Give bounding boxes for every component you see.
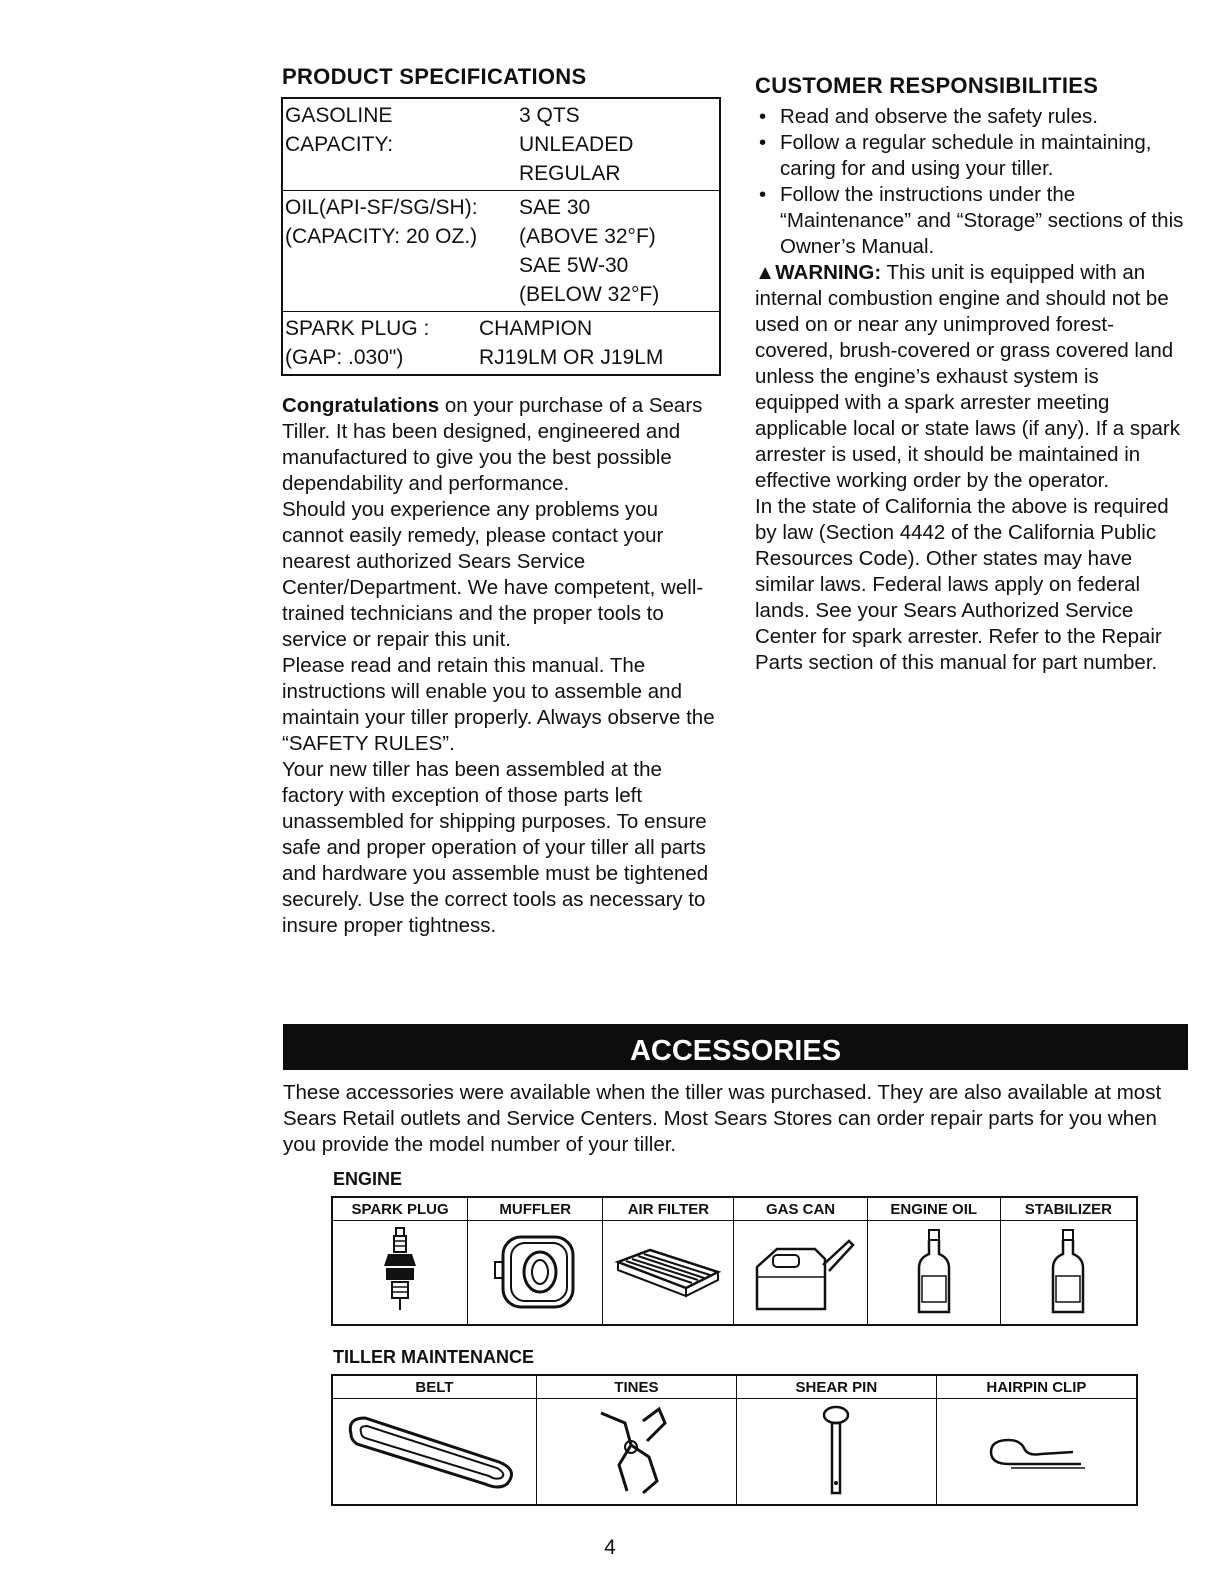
spec-value: (ABOVE 32°F) <box>519 225 656 248</box>
california-text: In the state of California the above is required by law (Section 4442 of the California Public Resources Code). Other states may have similar laws. Federal laws apply on federal lands. See your Sears Authorized Service Center for spark arrester. Refer to the Repair Parts section of this manual for part number. <box>755 495 1169 674</box>
intro-text <box>282 393 722 939</box>
oil-bottle-icon <box>904 1224 964 1320</box>
accessories-banner: ACCESSORIES <box>283 1024 1188 1070</box>
customer-title: CUSTOMER RESPONSIBILITIES <box>755 73 1099 98</box>
tines-icon <box>591 1401 681 1501</box>
maintenance-item-label: BELT <box>332 1375 536 1399</box>
spec-key: (CAPACITY: 20 OZ.) <box>285 225 478 248</box>
spark-plug-icon <box>370 1224 430 1320</box>
tines-cell <box>536 1399 736 1505</box>
spec-value: CHAMPION <box>479 317 593 340</box>
engine-item-label: STABILIZER <box>1000 1197 1137 1221</box>
maintenance-item-label: SHEAR PIN <box>736 1375 936 1399</box>
maintenance-item-label: HAIRPIN CLIP <box>936 1375 1137 1399</box>
maintenance-accessories-table <box>331 1374 1138 1506</box>
shear-pin-icon <box>816 1403 856 1499</box>
air-filter-icon <box>610 1232 726 1312</box>
spec-value: REGULAR <box>519 162 621 185</box>
muffler-icon <box>485 1227 585 1317</box>
spec-key: (GAP: .030") <box>285 346 404 369</box>
intro-paragraph-3: Please read and retain this manual. The instructions will enable you to assemble and maintain your tiller properly. Always observe the “SAFETY RULES”. <box>282 654 715 755</box>
spark-plug-cell <box>332 1221 468 1325</box>
list-item: • Read and observe the safety rules. <box>755 104 1187 130</box>
maintenance-item-label: TINES <box>536 1375 736 1399</box>
warning-label: WARNING: <box>775 261 882 284</box>
spec-value: 3 QTS <box>519 104 580 127</box>
warning-triangle-icon: ▲ <box>755 261 776 284</box>
engine-accessories-table <box>331 1196 1138 1326</box>
customer-text <box>755 104 1187 676</box>
engine-item-label: SPARK PLUG <box>332 1197 468 1221</box>
belt-cell <box>332 1399 536 1505</box>
engine-item-label: GAS CAN <box>734 1197 867 1221</box>
accessories-text: These accessories were available when the tiller was purchased. They are also available at most Sears Retail outlets and Service Centers. Most Sears Stores can order repair parts for you when you provide the model number of your tiller. <box>283 1081 1162 1156</box>
specs-title: PRODUCT SPECIFICATIONS <box>282 64 587 89</box>
responsibility-list <box>755 104 1187 260</box>
page-number: 4 <box>604 1536 616 1559</box>
list-item: • Follow a regular schedule in maintaining, caring for and using your tiller. <box>755 130 1187 182</box>
intro-paragraph-4: Your new tiller has been assembled at the factory with exception of those parts left unassembled for shipping purposes. To ensure safe and proper operation of your tiller all parts and hardware you assemble must be tightened securely. Use the correct tools as necessary to insure proper tightness. <box>282 758 709 937</box>
belt-icon <box>339 1406 529 1496</box>
engine-item-label: ENGINE OIL <box>867 1197 1000 1221</box>
intro-paragraph-1: on your purchase of a Sears Tiller. It has been designed, engineered and manufactured to give you the best possible dependability and performance. <box>282 394 703 495</box>
maintenance-label: TILLER MAINTENANCE <box>333 1347 534 1367</box>
gas-can-cell <box>734 1221 867 1325</box>
warning-text: This unit is equipped with an internal combustion engine and should not be used on or near any unimproved forest-covered, brush-covered or grass covered land unless the engine’s exhaust system is equipped with a spark arrester meeting applicable local or state laws (if any). If a spark arrester is used, it should be maintained in effective working order by the operator. <box>755 261 1180 492</box>
stabilizer-bottle-icon <box>1038 1224 1098 1320</box>
spec-key: CAPACITY: <box>285 133 394 156</box>
intro-lead: Congratulations <box>282 394 440 417</box>
gas-can-icon <box>743 1227 859 1317</box>
hairpin-clip-icon <box>981 1426 1091 1476</box>
air-filter-cell <box>603 1221 734 1325</box>
spec-value: SAE 30 <box>519 196 591 219</box>
spec-value: UNLEADED <box>519 133 634 156</box>
hairpin-clip-cell <box>936 1399 1137 1505</box>
muffler-cell <box>468 1221 603 1325</box>
engine-item-label: AIR FILTER <box>603 1197 734 1221</box>
specs-table <box>281 97 721 376</box>
list-item: • Follow the instructions under the “Maintenance” and “Storage” sections of this Owner’s Manual. <box>755 182 1187 260</box>
intro-paragraph-2: Should you experience any problems you cannot easily remedy, please contact your nearest authorized Sears Service Center/Department. We have competent, well-trained technicians and the proper tools to service or repair this unit. <box>282 498 704 651</box>
spec-value: RJ19LM OR J19LM <box>479 346 664 369</box>
stabilizer-cell <box>1000 1221 1137 1325</box>
shear-pin-cell <box>736 1399 936 1505</box>
spec-key: GASOLINE <box>285 104 393 127</box>
engine-item-label: MUFFLER <box>468 1197 603 1221</box>
spec-key: OIL(API-SF/SG/SH): <box>285 196 478 219</box>
engine-oil-cell <box>867 1221 1000 1325</box>
spec-value: SAE 5W-30 <box>519 254 629 277</box>
spec-value: (BELOW 32°F) <box>519 283 660 306</box>
spec-gasoline <box>283 99 719 191</box>
engine-label: ENGINE <box>333 1169 403 1189</box>
spec-spark-plug <box>283 312 719 374</box>
spec-oil <box>283 191 719 312</box>
spec-key: SPARK PLUG : <box>285 317 430 340</box>
